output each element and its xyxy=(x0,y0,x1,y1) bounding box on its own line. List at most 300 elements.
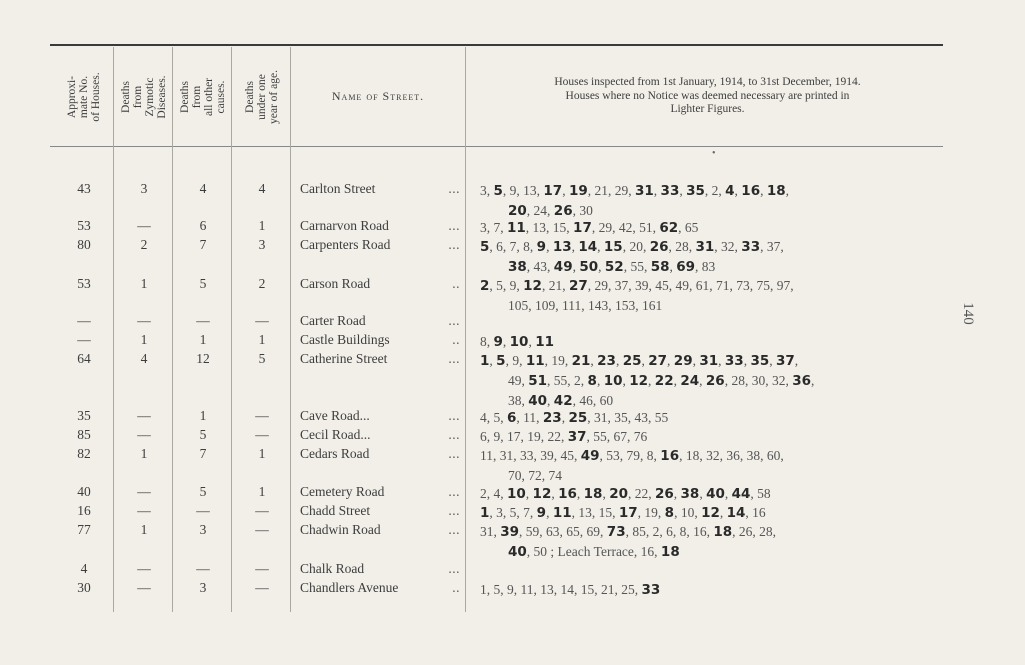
street-name: Carnarvon Road xyxy=(300,218,389,233)
other-deaths-cell: 6 xyxy=(199,218,207,233)
street-name-cell xyxy=(300,276,462,292)
house-number-notice: 12 xyxy=(701,505,720,521)
zymotic-deaths-cell: — xyxy=(137,218,151,233)
house-number-text: , xyxy=(525,486,533,501)
house-numbers-line xyxy=(480,296,940,315)
infant-deaths-cell: — xyxy=(255,561,269,576)
street-name: Carson Road xyxy=(300,276,371,291)
house-number-text: , xyxy=(602,486,610,501)
street-name-cell xyxy=(300,408,462,424)
house-number-text: , xyxy=(673,486,681,501)
house-number-notice: 5 xyxy=(493,183,503,199)
street-name-cell xyxy=(300,181,462,197)
zymotic-deaths-cell: — xyxy=(137,561,151,576)
house-number-notice: 35 xyxy=(686,183,705,199)
column-divider xyxy=(465,47,466,612)
leader-dots: ... xyxy=(448,181,460,196)
house-number-text: 2, 4, xyxy=(480,486,507,501)
house-numbers-line xyxy=(480,446,940,466)
house-number-text: , 13, 15, xyxy=(525,220,574,235)
zymotic-deaths-cell: 4 xyxy=(140,351,148,366)
street-name: Chandlers Avenue xyxy=(300,580,399,595)
house-numbers-line xyxy=(480,276,940,296)
house-number-notice: 31 xyxy=(635,183,654,199)
houses-inspected-cell xyxy=(480,522,940,562)
house-number-notice: 21 xyxy=(571,353,591,369)
house-number-text: , xyxy=(719,505,727,520)
house-number-notice: 10 xyxy=(507,486,526,502)
house-number-text: , xyxy=(622,373,630,388)
house-number-notice: 2 xyxy=(480,278,490,294)
leader-dots: ... xyxy=(448,484,460,499)
infant-deaths-cell: — xyxy=(255,580,269,595)
house-number-notice: 52 xyxy=(604,259,624,275)
house-number-text: , 58 xyxy=(750,486,771,501)
house-number-text: , xyxy=(596,373,604,388)
house-number-text: , xyxy=(597,239,604,254)
house-number-text: , xyxy=(760,183,767,198)
house-number-notice: 33 xyxy=(641,582,661,598)
house-number-notice: 4 xyxy=(725,183,735,199)
street-name: Cave Road... xyxy=(300,408,370,423)
approx-houses-cell: 64 xyxy=(77,351,91,366)
street-name: Cedars Road xyxy=(300,446,370,461)
house-number-text: , 20, xyxy=(622,239,650,254)
column-divider xyxy=(172,47,173,612)
house-numbers-line xyxy=(480,542,940,562)
house-number-notice: 37 xyxy=(775,353,795,369)
approx-houses-cell: 53 xyxy=(77,218,91,233)
house-number-text: 70, 72, 74 xyxy=(508,468,562,483)
house-number-text: , 31, 35, 43, 55 xyxy=(587,410,669,425)
header-rule xyxy=(50,146,943,147)
street-name: Carter Road xyxy=(300,313,366,328)
infant-deaths-cell: — xyxy=(255,408,269,423)
house-number-notice: 8 xyxy=(664,505,675,521)
house-number-notice: 27 xyxy=(568,278,588,294)
zymotic-deaths-cell: 3 xyxy=(140,181,148,196)
approx-houses-cell: 30 xyxy=(77,580,91,595)
house-number-notice: 31 xyxy=(699,353,719,369)
house-number-text: , xyxy=(546,239,553,254)
house-number-text: , xyxy=(641,353,649,368)
house-number-notice: 1 xyxy=(480,505,490,521)
leader-dots: .. xyxy=(452,580,460,595)
house-number-notice: 14 xyxy=(578,239,598,255)
header-under-one: Deaths under one year of age. xyxy=(244,69,280,124)
street-name-cell xyxy=(300,351,462,367)
house-number-notice: 16 xyxy=(660,448,680,464)
house-number-notice: 49 xyxy=(580,448,600,464)
header-approx-houses: Approxi- mate No. of Houses. xyxy=(66,71,102,122)
houses-inspected-cell xyxy=(480,218,940,238)
approx-houses-cell: 40 xyxy=(77,484,91,499)
house-number-text: 11, 31, 33, 39, 45, xyxy=(480,448,581,463)
house-number-notice: 73 xyxy=(606,524,626,540)
house-number-notice: 33 xyxy=(660,183,680,199)
street-name: Catherine Street xyxy=(300,351,388,366)
street-name: Chadwin Road xyxy=(300,522,381,537)
top-rule xyxy=(50,44,943,46)
infant-deaths-cell: 4 xyxy=(258,181,266,196)
house-number-text: , 65 xyxy=(678,220,699,235)
house-number-notice: 26 xyxy=(649,239,669,255)
other-deaths-cell: 5 xyxy=(199,484,207,499)
house-number-text: , 21, 29, xyxy=(587,183,635,198)
house-number-text: , xyxy=(648,373,655,388)
house-number-text: , 46, 60 xyxy=(572,393,614,408)
house-number-text: , xyxy=(699,486,707,501)
house-number-text: , 43, xyxy=(526,259,554,274)
house-number-text: 3, xyxy=(480,183,494,198)
house-number-notice: 58 xyxy=(650,259,670,275)
other-deaths-cell: 5 xyxy=(199,427,207,442)
house-number-notice: 16 xyxy=(741,183,761,199)
house-number-notice: 33 xyxy=(724,353,744,369)
approx-houses-cell: 53 xyxy=(77,276,91,291)
house-number-text: , 11, xyxy=(516,410,543,425)
house-numbers-line xyxy=(480,466,940,485)
house-number-notice: 42 xyxy=(553,393,573,409)
house-number-notice: 18 xyxy=(713,524,733,540)
house-number-notice: 14 xyxy=(726,505,746,521)
column-divider xyxy=(231,47,232,612)
house-number-text: , 9, xyxy=(505,353,526,368)
house-number-text: , 50 ; Leach Terrace, 16, xyxy=(526,544,661,559)
house-number-text: , 37, xyxy=(760,239,784,254)
house-number-notice: 17 xyxy=(543,183,563,199)
house-numbers-line xyxy=(480,351,940,371)
houses-inspected-cell xyxy=(480,427,940,447)
house-number-notice: 10 xyxy=(509,334,529,350)
houses-inspected-cell xyxy=(480,351,940,411)
header-houses-inspected: Houses inspected from 1st January, 1914, to 31st December, 1914. Houses where no Notice was deemed necessary are printed in Lighter Figures. xyxy=(554,76,861,116)
zymotic-deaths-cell: — xyxy=(137,408,151,423)
house-number-notice: 20 xyxy=(508,203,527,219)
house-number-text: , xyxy=(590,353,598,368)
column-divider xyxy=(113,47,114,612)
house-number-text: , xyxy=(561,410,569,425)
street-name: Carpenters Road xyxy=(300,237,391,252)
house-number-notice: 8 xyxy=(587,373,597,389)
infant-deaths-cell: 1 xyxy=(258,446,266,461)
house-number-notice: 40 xyxy=(528,393,548,409)
house-number-text: , xyxy=(743,353,751,368)
infant-deaths-cell: — xyxy=(255,427,269,442)
house-number-text: , 18, 32, 36, 38, 60, xyxy=(679,448,784,463)
house-number-text: , 22, xyxy=(627,486,655,501)
other-deaths-cell: 1 xyxy=(199,332,207,347)
house-number-text: , 55, xyxy=(623,259,651,274)
house-number-notice: 11 xyxy=(507,220,526,236)
house-number-text: , xyxy=(551,486,559,501)
house-number-notice: 18 xyxy=(660,544,680,560)
house-number-text: , xyxy=(669,259,677,274)
street-name-cell xyxy=(300,332,462,348)
other-deaths-cell: 3 xyxy=(199,580,207,595)
house-number-text: , 55, 67, 76 xyxy=(586,429,648,444)
leader-dots: ... xyxy=(448,313,460,328)
leader-dots: ... xyxy=(448,408,460,423)
houses-inspected-cell xyxy=(480,446,940,485)
leader-dots: ... xyxy=(448,522,460,537)
zymotic-deaths-cell: — xyxy=(137,580,151,595)
house-number-notice: 6 xyxy=(507,410,517,426)
house-number-text: , 10, xyxy=(674,505,702,520)
house-number-notice: 18 xyxy=(583,486,603,502)
house-numbers-line xyxy=(480,332,940,352)
street-name: Cemetery Road xyxy=(300,484,385,499)
approx-houses-cell: 80 xyxy=(77,237,91,252)
house-number-text: , xyxy=(576,486,584,501)
house-numbers-line xyxy=(480,522,940,542)
infant-deaths-cell: 3 xyxy=(258,237,266,252)
house-number-text: , xyxy=(679,183,687,198)
house-number-text: , xyxy=(489,353,497,368)
house-number-notice: 25 xyxy=(568,410,588,426)
house-number-text: , 29, 42, 51, xyxy=(591,220,660,235)
house-number-notice: 12 xyxy=(629,373,649,389)
zymotic-deaths-cell: — xyxy=(137,503,151,518)
house-number-notice: 20 xyxy=(609,486,628,502)
house-number-notice: 38 xyxy=(508,259,527,275)
street-name-cell xyxy=(300,503,462,519)
approx-houses-cell: 4 xyxy=(80,561,88,576)
infant-deaths-cell: — xyxy=(255,503,269,518)
houses-inspected-cell xyxy=(480,580,940,600)
house-number-notice: 50 xyxy=(579,259,599,275)
house-number-text: 3, 7, xyxy=(480,220,507,235)
other-deaths-cell: — xyxy=(196,503,210,518)
street-name: Castle Buildings xyxy=(300,332,390,347)
house-number-notice: 29 xyxy=(673,353,693,369)
house-number-text: , 28, 30, 32, xyxy=(724,373,793,388)
house-number-text: 105, 109, 111, 143, 153, 161 xyxy=(508,298,663,313)
leader-dots: ... xyxy=(448,561,460,576)
house-number-text: , 19, xyxy=(637,505,665,520)
zymotic-deaths-cell: 1 xyxy=(140,522,148,537)
house-number-notice: 26 xyxy=(654,486,674,502)
other-deaths-cell: — xyxy=(196,561,210,576)
house-number-notice: 18 xyxy=(766,183,786,199)
house-number-notice: 23 xyxy=(597,353,616,369)
house-number-notice: 40 xyxy=(706,486,725,502)
house-number-text: , 53, 79, 8, xyxy=(599,448,661,463)
houses-inspected-cell xyxy=(480,503,940,523)
house-number-text: , 24, xyxy=(526,203,554,218)
other-deaths-cell: 4 xyxy=(199,181,207,196)
leader-dots: .. xyxy=(452,332,460,347)
infant-deaths-cell: 1 xyxy=(258,332,266,347)
house-number-text: , xyxy=(810,373,815,388)
house-number-notice: 27 xyxy=(648,353,668,369)
house-number-text: , xyxy=(769,353,776,368)
street-name-cell xyxy=(300,313,462,329)
street-name: Chadd Street xyxy=(300,503,371,518)
house-number-text: , 28, xyxy=(668,239,696,254)
approx-houses-cell: 77 xyxy=(77,522,91,537)
house-number-notice: 5 xyxy=(480,239,490,255)
house-number-text: , 55, 2, xyxy=(547,373,588,388)
house-number-text: , xyxy=(598,259,605,274)
other-deaths-cell: — xyxy=(196,313,210,328)
house-number-text: , xyxy=(547,393,554,408)
house-number-text: , xyxy=(794,353,799,368)
house-number-text: , 29, 37, 39, 45, 49, 61, 71, 73, 75, 97, xyxy=(587,278,794,293)
zymotic-deaths-cell: — xyxy=(137,313,151,328)
house-number-notice: 11 xyxy=(535,334,554,350)
approx-houses-cell: 85 xyxy=(77,427,91,442)
zymotic-deaths-cell: — xyxy=(137,484,151,499)
house-number-text: 31, xyxy=(480,524,501,539)
house-number-notice: 24 xyxy=(680,373,700,389)
house-number-notice: 36 xyxy=(792,373,811,389)
header-street-name: Name of Street. xyxy=(331,89,425,103)
zymotic-deaths-cell: 1 xyxy=(140,332,148,347)
house-number-text: , 26, 28, xyxy=(732,524,777,539)
infant-deaths-cell: 5 xyxy=(258,351,266,366)
house-number-text: , xyxy=(718,353,725,368)
zymotic-deaths-cell: 1 xyxy=(140,446,148,461)
infant-deaths-cell: 1 xyxy=(258,218,266,233)
page-number: 140 xyxy=(959,302,976,325)
house-number-text: , 19, xyxy=(544,353,572,368)
house-number-notice: 9 xyxy=(536,505,547,521)
house-number-notice: 35 xyxy=(750,353,770,369)
house-number-notice: 17 xyxy=(573,220,592,236)
house-number-notice: 12 xyxy=(532,486,552,502)
house-number-text: , xyxy=(571,239,579,254)
houses-inspected-cell xyxy=(480,484,940,504)
houses-inspected-cell xyxy=(480,237,940,277)
house-number-notice: 26 xyxy=(553,203,573,219)
house-number-text: , 2, xyxy=(704,183,726,198)
houses-inspected-cell xyxy=(480,408,940,428)
house-number-text: , xyxy=(724,486,732,501)
house-number-notice: 13 xyxy=(552,239,572,255)
approx-houses-cell: 35 xyxy=(77,408,91,423)
house-number-text: , 3, 5, 7, xyxy=(489,505,537,520)
house-number-notice: 62 xyxy=(659,220,679,236)
street-name: Carlton Street xyxy=(300,181,376,196)
street-name: Chalk Road xyxy=(300,561,365,576)
zymotic-deaths-cell: 2 xyxy=(140,237,148,252)
house-number-text: , 21, xyxy=(541,278,569,293)
leader-dots: ... xyxy=(448,351,460,366)
leader-dots: ... xyxy=(448,503,460,518)
house-number-notice: 10 xyxy=(603,373,623,389)
house-numbers-line xyxy=(480,484,940,504)
house-number-notice: 40 xyxy=(508,544,527,560)
houses-inspected-cell xyxy=(480,276,940,315)
house-numbers-line xyxy=(480,503,940,523)
infant-deaths-cell: 1 xyxy=(258,484,266,499)
house-number-text: , xyxy=(615,353,623,368)
infant-deaths-cell: 2 xyxy=(258,276,266,291)
house-number-notice: 9 xyxy=(493,334,503,350)
street-name-cell xyxy=(300,522,462,538)
house-number-notice: 17 xyxy=(618,505,638,521)
house-number-notice: 19 xyxy=(568,183,588,199)
house-numbers-line xyxy=(480,371,940,391)
house-number-notice: 1 xyxy=(480,353,490,369)
zymotic-deaths-cell: 1 xyxy=(140,276,148,291)
house-number-notice: 51 xyxy=(528,373,548,389)
house-number-notice: 23 xyxy=(542,410,562,426)
house-number-text: , xyxy=(673,373,681,388)
house-number-text: , 59, 63, 65, 69, xyxy=(519,524,607,539)
houses-inspected-cell xyxy=(480,332,940,352)
leader-dots: ... xyxy=(448,237,460,252)
house-number-text: , xyxy=(699,373,706,388)
house-number-text: , xyxy=(667,353,674,368)
house-numbers-line xyxy=(480,218,940,238)
other-deaths-cell: 3 xyxy=(199,522,207,537)
house-number-notice: 11 xyxy=(525,353,545,369)
street-name-cell xyxy=(300,561,462,577)
house-number-notice: 25 xyxy=(622,353,642,369)
house-number-text: , xyxy=(734,183,742,198)
house-number-text: , 9, 13, xyxy=(502,183,544,198)
house-number-notice: 44 xyxy=(731,486,751,502)
approx-houses-cell: 82 xyxy=(77,446,91,461)
approx-houses-cell: — xyxy=(77,332,91,347)
street-name: Cecil Road... xyxy=(300,427,371,442)
house-number-text: 8, xyxy=(480,334,494,349)
leader-dots: ... xyxy=(448,446,460,461)
house-numbers-line xyxy=(480,237,940,257)
house-number-notice: 16 xyxy=(558,486,577,502)
house-numbers-line xyxy=(480,257,940,277)
street-name-cell xyxy=(300,427,462,443)
house-number-text: , 16 xyxy=(745,505,766,520)
house-number-notice: 37 xyxy=(567,429,587,445)
house-number-text: , xyxy=(562,183,569,198)
approx-houses-cell: — xyxy=(77,313,91,328)
house-number-text: , 13, 15, xyxy=(571,505,619,520)
house-number-notice: 39 xyxy=(500,524,520,540)
house-number-text: , xyxy=(528,334,536,349)
column-divider xyxy=(290,47,291,612)
house-number-notice: 12 xyxy=(523,278,542,294)
house-number-text: 4, 5, xyxy=(480,410,507,425)
house-number-text: , 32, xyxy=(714,239,742,254)
approx-houses-cell: 16 xyxy=(77,503,91,518)
house-number-text: , 83 xyxy=(695,259,716,274)
other-deaths-cell: 1 xyxy=(199,408,207,423)
house-numbers-line xyxy=(480,580,940,600)
house-number-notice: 11 xyxy=(552,505,572,521)
house-number-text: 38, xyxy=(508,393,529,408)
infant-deaths-cell: — xyxy=(255,522,269,537)
street-name-cell xyxy=(300,484,462,500)
house-number-text: , xyxy=(572,259,580,274)
house-number-notice: 33 xyxy=(741,239,761,255)
house-number-text: , 85, 2, 6, 8, 16, xyxy=(625,524,714,539)
house-number-notice: 15 xyxy=(603,239,623,255)
house-number-text: , 30 xyxy=(572,203,593,218)
house-number-notice: 49 xyxy=(553,259,573,275)
house-number-text: , xyxy=(546,505,553,520)
header-other-causes: Deaths from all other causes. xyxy=(179,77,227,116)
house-number-text: 6, 9, 17, 19, 22, xyxy=(480,429,568,444)
house-number-notice: 5 xyxy=(496,353,506,369)
house-numbers-line xyxy=(480,408,940,428)
house-number-text: , xyxy=(692,353,700,368)
house-number-text: , xyxy=(502,334,510,349)
house-number-notice: 38 xyxy=(680,486,700,502)
house-number-text: , xyxy=(653,183,661,198)
